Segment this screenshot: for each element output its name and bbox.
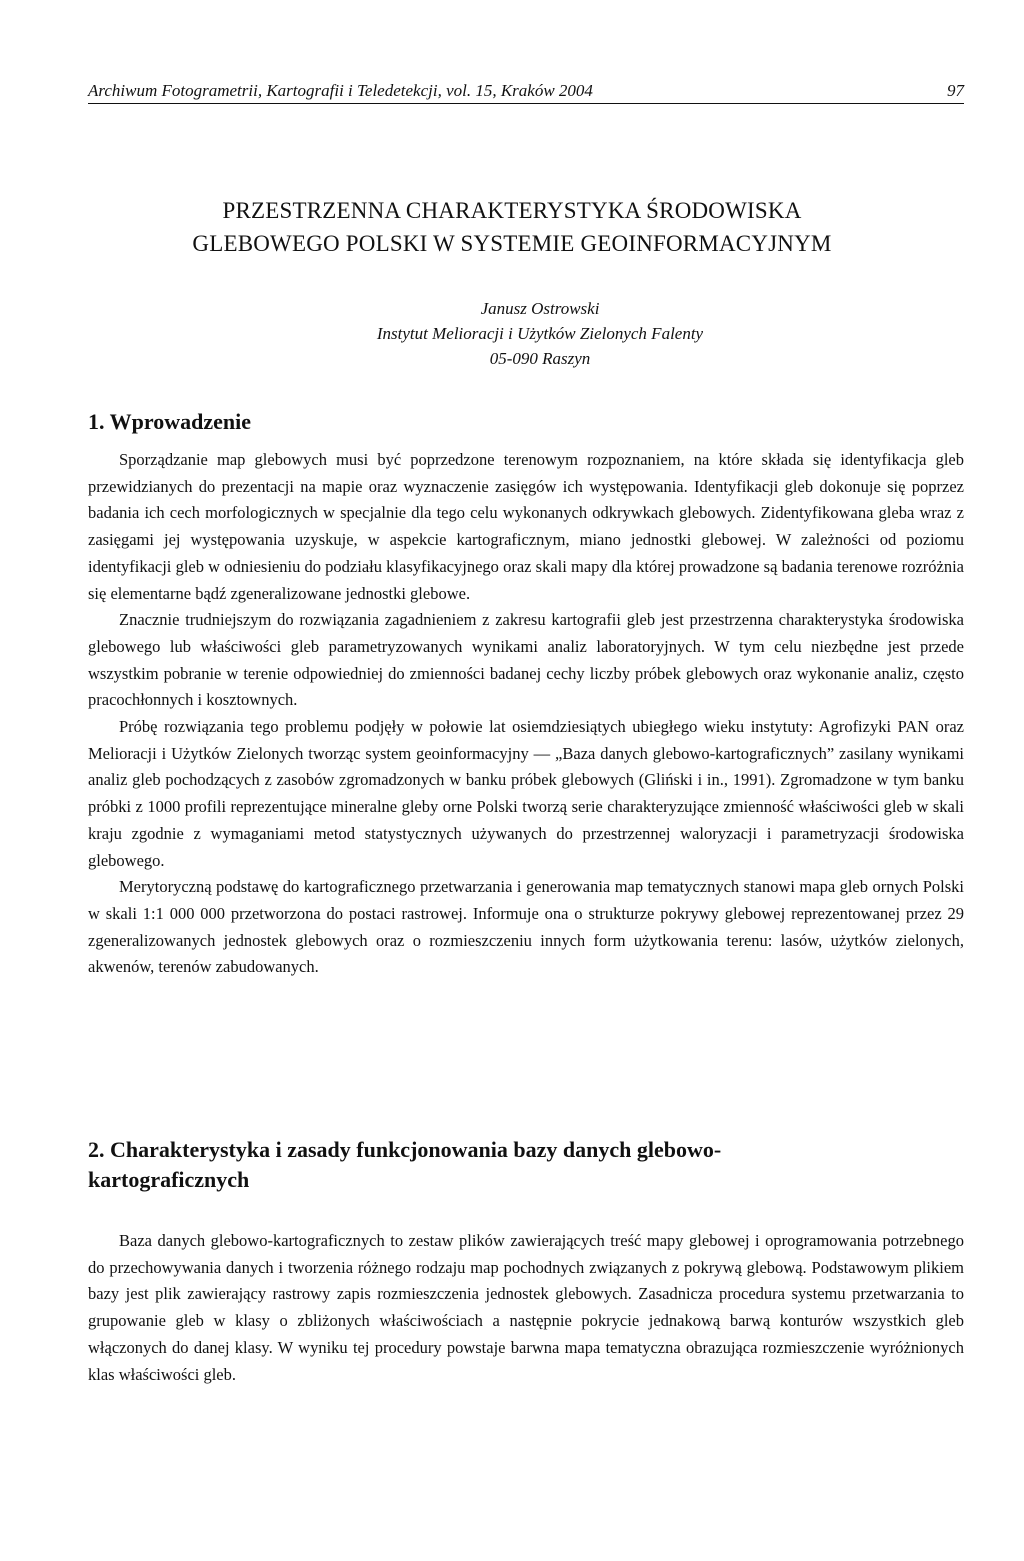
section-2-body <box>88 1228 964 1388</box>
section-heading-1: 1. Wprowadzenie <box>88 409 251 434</box>
author-address: 05-090 Raszyn <box>489 349 591 368</box>
section-1-body <box>88 447 964 981</box>
paragraph: Merytoryczną podstawę do kartograficznego przetwarzania i generowania map tematycznych stanowi mapa gleb ornych Polski w skali 1:1 000 000 przetworzona do postaci rastrowej. Informuje ona o strukturze pokrywy glebowej reprezentowanej przez 29 zgeneralizowanych jednostek glebowych oraz o rozmieszczeniu innych form użytkowania terenu: lasów, użytków zielonych, akwenów, terenów zabudowanych. <box>88 877 964 977</box>
author-institution: Instytut Melioracji i Użytków Zielonych Falenty <box>376 324 704 343</box>
paragraph: Próbę rozwiązania tego problemu podjęły w połowie lat osiemdziesiątych ubiegłego wieku instytuty: Agrofizyki PAN oraz Melioracji i Użytków Zielonych tworząc system geoinformacyjny — „Baza danych glebowo-kartograficznych” zasilany wynikami analiz gleb pochodzących z zasobów zgromadzonych w banku próbek glebowych (Gliński i in., 1991). Zgromadzone w tym banku próbki z 1000 profili reprezentujące mineralne gleby orne Polski tworzą serie charakteryzujące zmienność właściwości gleb w skali kraju zgodnie z wymaganiami metod statystycznych używanych do przestrzennej waloryzacji i parametryzacji środowiska glebowego. <box>88 717 964 870</box>
running-header <box>88 80 964 104</box>
author-name: Janusz Ostrowski <box>480 299 600 318</box>
page-number: 97 <box>947 81 964 100</box>
paragraph: Baza danych glebowo-kartograficznych to zestaw plików zawierających treść mapy glebowej i oprogramowania potrzebnego do przechowywania danych i tworzenia różnego rodzaju map pochodnych związanych z pokrywą glebową. Podstawowym plikiem bazy jest plik zawierający rastrowy zapis rozmieszczenia jednostek glebowych. Zasadnicza procedura systemu przetwarzania to grupowanie gleb w klasy o zbliżonych właściwościach a następnie pokrycie jednakową barwą konturów wszystkich gleb włączonych do danej klasy. W wyniku tej procedury powstaje barwna mapa tematyczna obrazująca rozmieszczenie wyróżnionych klas właściwości gleb. <box>88 1231 964 1384</box>
author-block <box>230 296 850 371</box>
paragraph: Sporządzanie map glebowych musi być poprzedzone terenowym rozpoznaniem, na które składa się identyfikacja gleb przewidzianych do prezentacji na mapie oraz wyznaczenie zasięgów ich występowania. Identyfikacji gleb dokonuje się poprzez badania ich cech morfologicznych w specjalnie dla tego celu wykonanych odkrywkach glebowych. Zidentyfikowana gleba wraz z zasięgami jej występowania uzyskuje, w aspekcie kartograficznym, miano jednostki glebowej. W zależności od poziomu identyfikacji gleb w odniesieniu do podziału klasyfikacyjnego oraz skali mapy dla której prowadzone są badania terenowe rozróżnia się elementarne bądź zgeneralizowane jednostki glebowe. <box>88 450 964 603</box>
paper-title <box>60 194 964 260</box>
title-line-1: PRZESTRZENNA CHARAKTERYSTYKA ŚRODOWISKA <box>222 198 802 223</box>
title-line-2: GLEBOWEGO POLSKI W SYSTEMIE GEOINFORMACYJNYM <box>192 231 832 256</box>
journal-citation: Archiwum Fotogrametrii, Kartografii i Teledetekcji, vol. 15, Kraków 2004 <box>88 81 593 100</box>
section-heading-2: 2. Charakterystyka i zasady funkcjonowania bazy danych glebowo-kartograficznych <box>88 1137 722 1192</box>
paragraph: Znacznie trudniejszym do rozwiązania zagadnieniem z zakresu kartografii gleb jest przestrzenna charakterystyka środowiska glebowego lub właściwości gleb parametryzowanych wynikami analiz laboratoryjnych. W tym celu niezbędne jest przede wszystkim pobranie w terenie odpowiedniej do zmienności badanej cechy liczby próbek glebowych oraz wykonanie analiz, często pracochłonnych i kosztownych. <box>88 610 964 710</box>
